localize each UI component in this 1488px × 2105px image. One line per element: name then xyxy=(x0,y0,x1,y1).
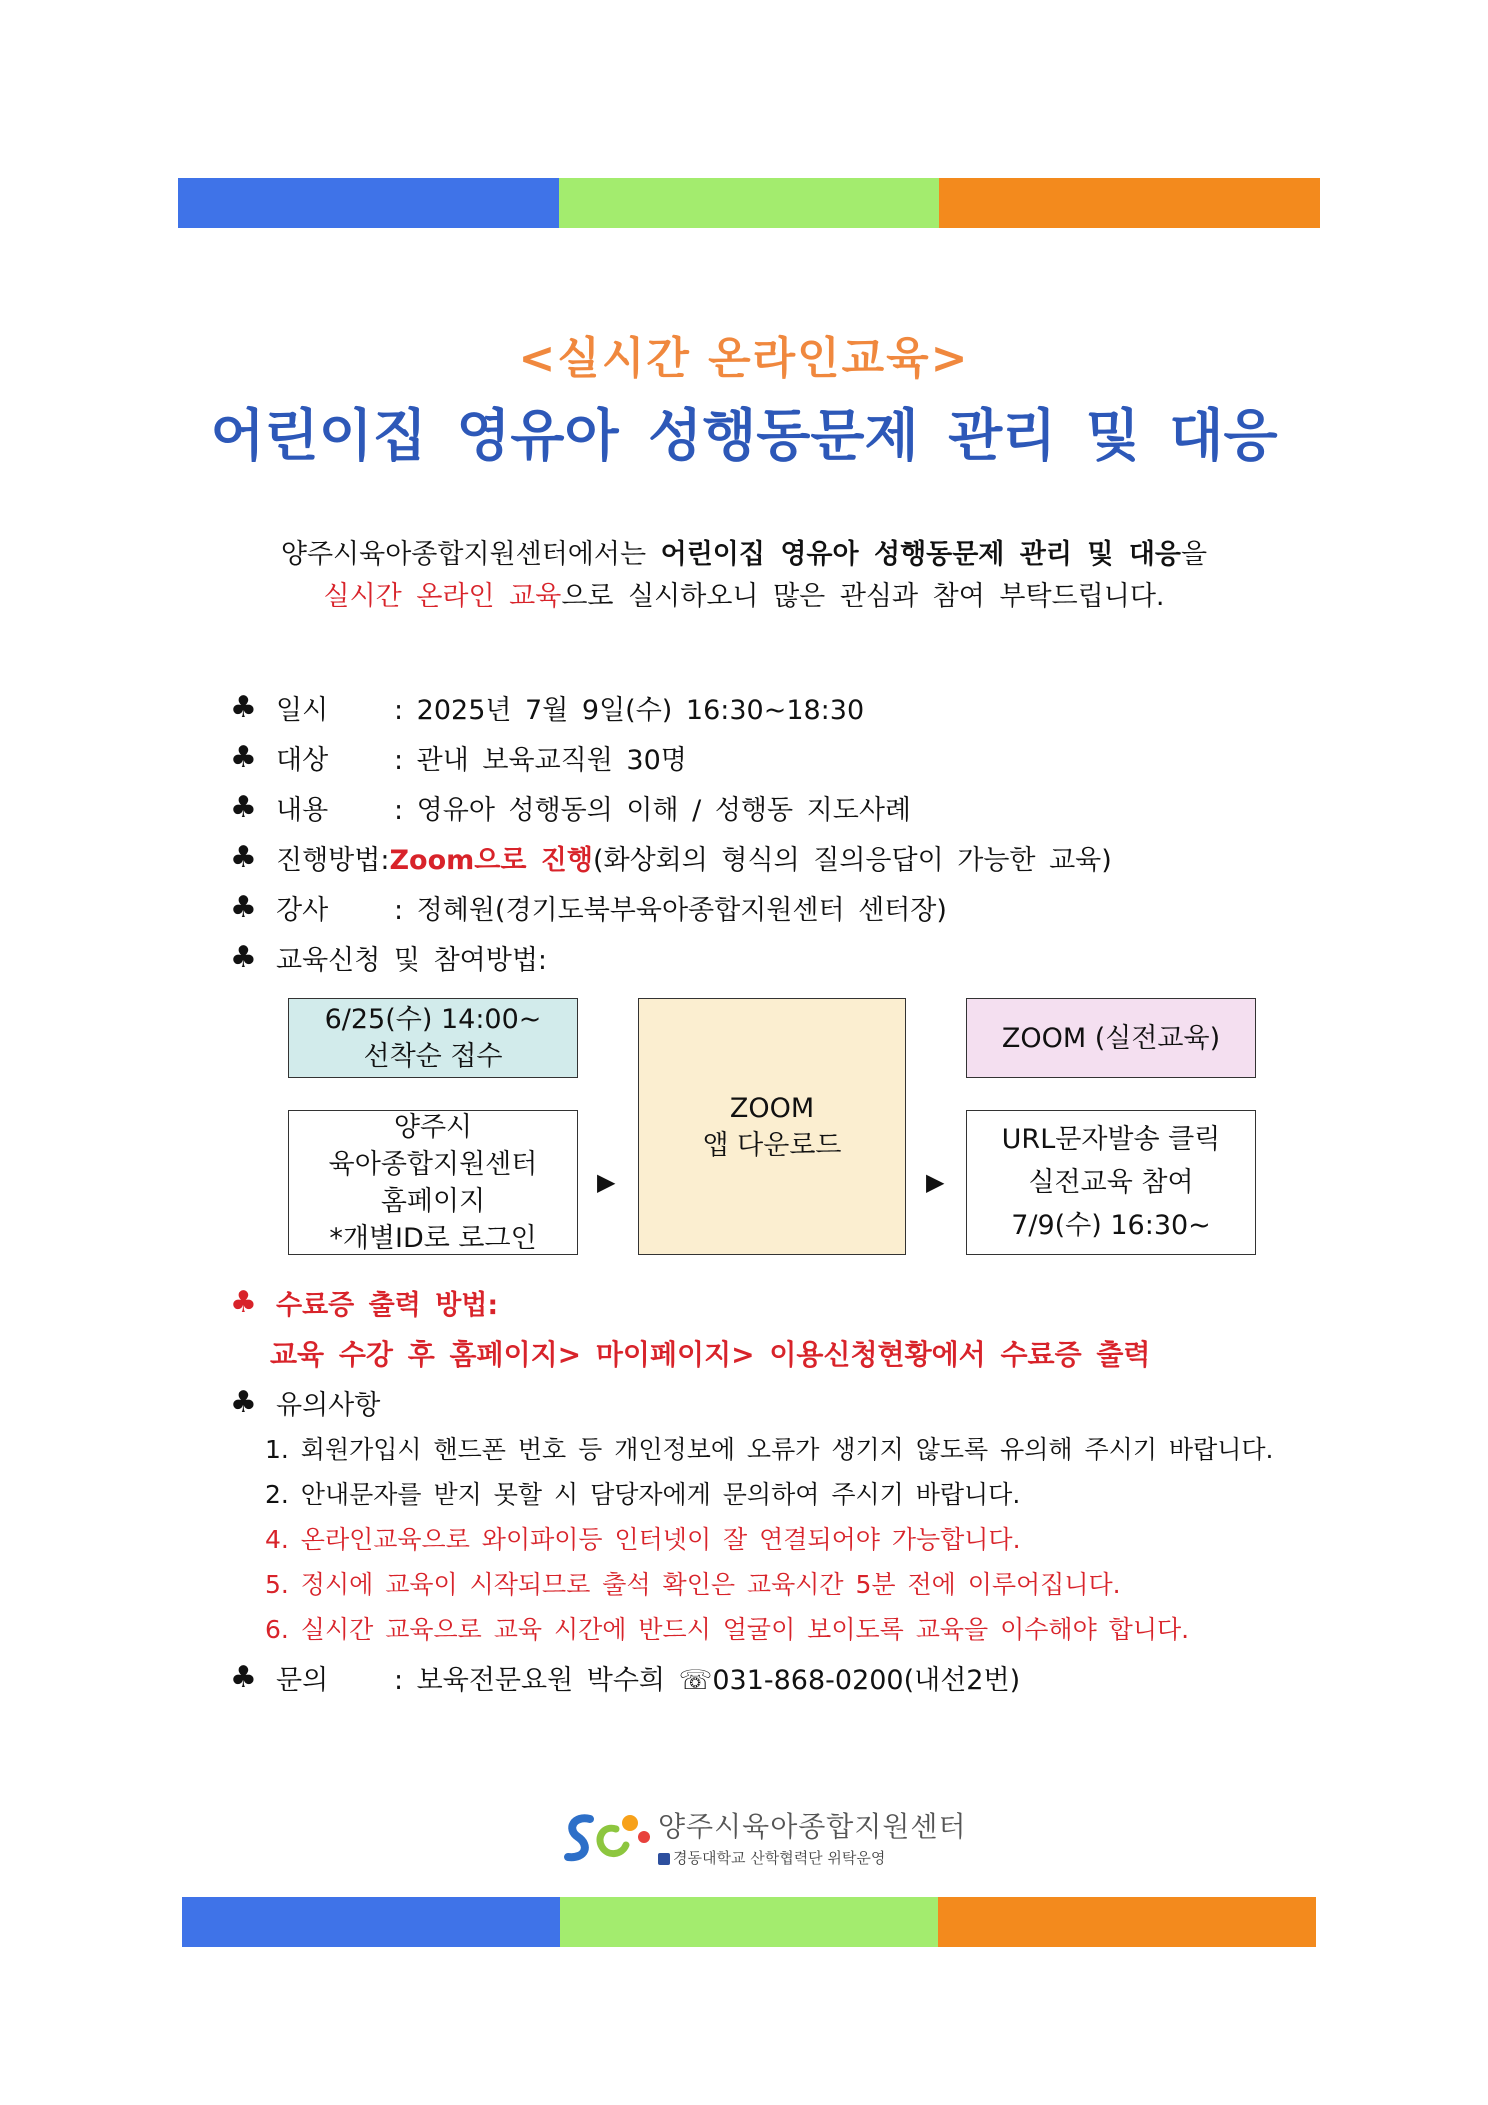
flow-box-registration-date xyxy=(288,998,578,1078)
top-color-bar xyxy=(178,178,1320,228)
certificate-label-row xyxy=(230,1283,498,1322)
intro-line-1-pre: 양주시육아종합지원센터에서는 xyxy=(280,539,661,570)
intro-line-2 xyxy=(0,576,1488,618)
box4-line1: ZOOM (실전교육) xyxy=(1001,1022,1221,1054)
intro-line-2-red: 실시간 온라인 교육 xyxy=(323,581,562,612)
box5-line1: URL문자발송 클릭 xyxy=(1001,1124,1221,1155)
club-icon: ♣ xyxy=(230,1385,257,1420)
date-label: 일시 xyxy=(276,695,329,726)
bar-segment-green xyxy=(559,178,940,228)
info-row-apply xyxy=(230,938,547,977)
target-label: 대상 xyxy=(276,745,329,776)
box2-line1: 양주시 xyxy=(393,1111,473,1143)
content-label: 내용 xyxy=(276,795,329,826)
list-item: 2. 안내문자를 받지 못할 시 담당자에게 문의하여 주시기 바랍니다. xyxy=(265,1480,1021,1509)
lecturer-value: : 정혜원(경기도북부육아종합지원센터 센터장) xyxy=(394,895,947,926)
logo-sub: 경동대학교 산학협력단 위탁운영 xyxy=(673,1849,886,1867)
club-icon: ♣ xyxy=(230,740,257,775)
contact-label: 문의 xyxy=(276,1665,329,1696)
club-icon: ♣ xyxy=(230,840,257,875)
university-emblem-icon xyxy=(658,1853,670,1865)
bar-segment-green xyxy=(560,1897,938,1947)
intro-line-1-post: 을 xyxy=(1181,539,1208,570)
club-icon: ♣ xyxy=(230,1285,257,1320)
box5-line3: 7/9(수) 16:30~ xyxy=(1011,1210,1211,1241)
bar-segment-blue xyxy=(182,1897,560,1947)
notes-label-row xyxy=(230,1383,380,1422)
box2-line3: 홈페이지 xyxy=(380,1185,486,1217)
method-rest: (화상회의 형식의 질의응답이 가능한 교육) xyxy=(592,845,1112,876)
club-icon: ♣ xyxy=(230,690,257,725)
flow-box-zoom-download xyxy=(638,998,906,1255)
list-item: 1. 회원가입시 핸드폰 번호 등 개인정보에 오류가 생기지 않도록 유의해 주시기 바랍니다. xyxy=(265,1435,1274,1464)
center-logo-icon xyxy=(560,1807,652,1867)
flow-box-homepage xyxy=(288,1110,578,1255)
box2-line2: 육아종합지원센터 xyxy=(328,1148,538,1180)
club-icon: ♣ xyxy=(230,790,257,825)
logo-subtext xyxy=(658,1847,967,1868)
certificate-label: 수료증 출력 방법: xyxy=(276,1290,499,1321)
apply-label: 교육신청 및 참여방법: xyxy=(276,945,547,976)
info-row-content xyxy=(230,788,911,827)
arrow-right-icon: ▶ xyxy=(597,1168,616,1196)
target-value: : 관내 보육교직원 30명 xyxy=(394,745,687,776)
flow-box-url-message xyxy=(966,1110,1256,1255)
bar-segment-orange xyxy=(939,178,1320,228)
list-item: 4. 온라인교육으로 와이파이등 인터넷이 잘 연결되어야 가능합니다. xyxy=(265,1525,1021,1554)
club-icon: ♣ xyxy=(230,940,257,975)
info-row-lecturer xyxy=(230,888,947,927)
contact-row xyxy=(230,1658,1020,1697)
certificate-detail: 교육 수강 후 홈페이지> 마이페이지> 이용신청현황에서 수료증 출력 xyxy=(270,1338,1151,1371)
box1-line2: 선착순 접수 xyxy=(363,1041,503,1072)
page-title: 어린이집 영유아 성행동문제 관리 및 대응 xyxy=(210,404,1278,469)
logo-text-block xyxy=(658,1805,967,1868)
center-logo xyxy=(560,1805,967,1868)
method-highlight: Zoom으로 진행 xyxy=(389,845,593,876)
flow-box-zoom-session xyxy=(966,998,1256,1078)
info-row-target xyxy=(230,738,687,777)
list-item: 6. 실시간 교육으로 교육 시간에 반드시 얼굴이 보이도록 교육을 이수해야 합니다. xyxy=(265,1615,1190,1644)
logo-name: 양주시육아종합지원센터 xyxy=(658,1810,967,1843)
box3-line1: ZOOM xyxy=(729,1092,815,1124)
contact-value: : 보육전문요원 박수희 ☏031-868-0200(내선2번) xyxy=(394,1665,1021,1696)
intro-line-2-post: 으로 실시하오니 많은 관심과 참여 부탁드립니다. xyxy=(561,581,1165,612)
info-row-date xyxy=(230,688,864,727)
intro-paragraph xyxy=(0,534,1488,618)
method-label: 진행방법: xyxy=(276,845,390,876)
page-subtitle: <실시간 온라인교육> xyxy=(518,333,970,384)
bar-segment-blue xyxy=(178,178,559,228)
bar-segment-orange xyxy=(938,1897,1316,1947)
box1-line1: 6/25(수) 14:00~ xyxy=(324,1004,542,1035)
date-value: : 2025년 7월 9일(수) 16:30~18:30 xyxy=(394,695,865,726)
content-value: : 영유아 성행동의 이해 / 성행동 지도사례 xyxy=(394,795,911,826)
arrow-right-icon: ▶ xyxy=(926,1168,945,1196)
club-icon: ♣ xyxy=(230,1660,257,1695)
box3-line2: 앱 다운로드 xyxy=(702,1129,842,1161)
intro-line-1-bold: 어린이집 영유아 성행동문제 관리 및 대응 xyxy=(660,539,1182,570)
notes-label: 유의사항 xyxy=(276,1390,381,1421)
list-item: 5. 정시에 교육이 시작되므로 출석 확인은 교육시간 5분 전에 이루어집니다. xyxy=(265,1570,1121,1599)
intro-line-1 xyxy=(0,534,1488,576)
box2-line4: *개별ID로 로그인 xyxy=(329,1222,537,1254)
box5-line2: 실전교육 참여 xyxy=(1028,1167,1194,1198)
bottom-color-bar xyxy=(182,1897,1316,1947)
club-icon: ♣ xyxy=(230,890,257,925)
info-row-method xyxy=(230,838,1112,877)
lecturer-label: 강사 xyxy=(276,895,329,926)
